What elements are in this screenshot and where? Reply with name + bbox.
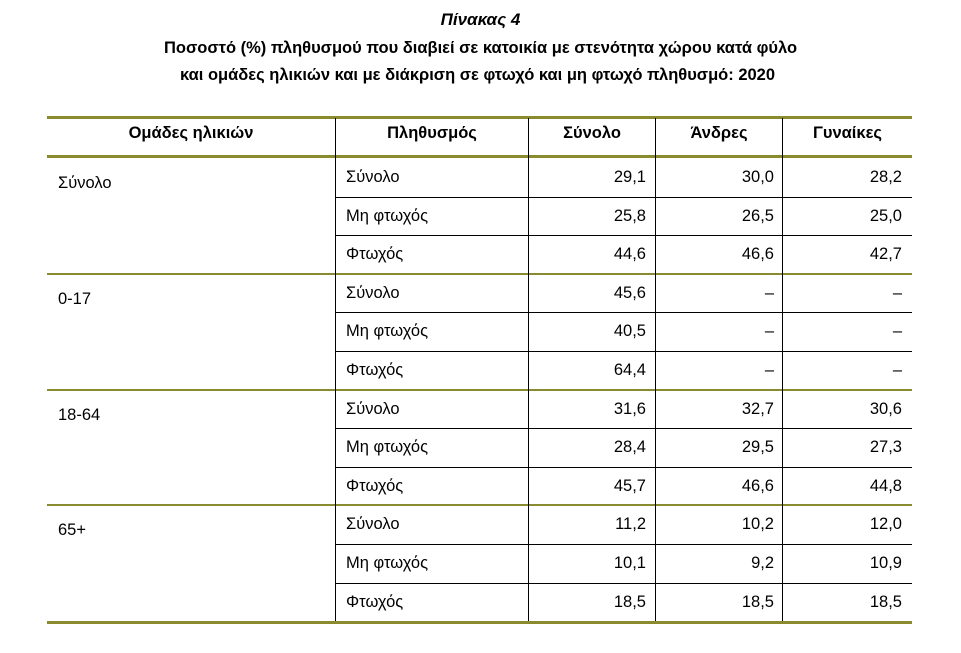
value-total: 18,5 <box>613 592 646 611</box>
value-total: 64,4 <box>613 361 646 379</box>
population-label: Μη φτωχός <box>346 554 429 572</box>
header-age-groups: Ομάδες ηλικιών <box>128 124 254 142</box>
table-bottom-rule <box>47 621 912 624</box>
value-women: – <box>892 283 902 302</box>
value-women: 30,6 <box>869 399 902 418</box>
value-men: – <box>764 283 774 302</box>
table-title: Πίνακας 4 <box>440 10 521 29</box>
age-group-label: Σύνολο <box>58 174 112 192</box>
population-label: Σύνολο <box>346 399 400 418</box>
value-total: 45,6 <box>613 283 646 302</box>
age-group-label: 18-64 <box>58 405 101 424</box>
value-men: – <box>764 322 774 341</box>
column-separator <box>782 118 783 621</box>
population-label: Σύνολο <box>346 168 400 186</box>
value-men: 10,2 <box>741 515 774 534</box>
table-subtitle-line2: και ομάδες ηλικιών και με διάκριση σε φτωχό και μη φτωχό πληθυσμό: 2020 <box>180 66 776 84</box>
value-total: 25,8 <box>613 206 646 225</box>
population-label: Φτωχός <box>346 361 404 379</box>
value-women: 25,0 <box>869 206 902 225</box>
value-men: 46,6 <box>741 476 774 495</box>
value-women: 10,9 <box>869 554 902 572</box>
value-total: 28,4 <box>613 438 646 457</box>
value-men: 26,5 <box>741 206 774 225</box>
population-label: Σύνολο <box>346 283 400 302</box>
population-label: Φτωχός <box>346 245 404 264</box>
population-label: Φτωχός <box>346 592 404 611</box>
value-men: – <box>764 361 774 379</box>
value-total: 29,1 <box>613 168 646 186</box>
value-women: 27,3 <box>869 438 902 457</box>
value-men: 9,2 <box>751 554 774 572</box>
value-women: 12,0 <box>869 515 902 534</box>
value-women: – <box>892 322 902 341</box>
value-men: 29,5 <box>741 438 774 457</box>
column-separator <box>528 118 529 621</box>
value-men: 46,6 <box>741 245 774 264</box>
column-separator <box>335 118 336 621</box>
value-total: 11,2 <box>615 515 646 534</box>
value-total: 40,5 <box>613 322 646 341</box>
population-label: Μη φτωχός <box>346 438 429 457</box>
value-women: 44,8 <box>869 476 902 495</box>
header-men: Άνδρες <box>690 124 748 142</box>
population-label: Μη φτωχός <box>346 206 429 225</box>
value-men: 32,7 <box>741 399 774 418</box>
value-total: 31,6 <box>613 399 646 418</box>
table-subtitle-line1: Ποσοστό (%) πληθυσμού που διαβιεί σε κατοικία με στενότητα χώρου κατά φύλο <box>163 39 798 57</box>
value-women: – <box>892 361 902 379</box>
age-group-label: 65+ <box>58 521 86 540</box>
value-men: 18,5 <box>741 592 774 611</box>
header-total: Σύνολο <box>563 124 621 142</box>
population-label: Φτωχός <box>346 476 404 495</box>
value-women: 28,2 <box>869 168 902 186</box>
value-total: 45,7 <box>613 476 646 495</box>
age-group-label: 0-17 <box>58 289 92 308</box>
value-women: 18,5 <box>869 592 902 611</box>
column-separator <box>655 118 656 621</box>
value-men: 30,0 <box>741 168 774 186</box>
value-total: 10,1 <box>613 554 646 572</box>
header-population: Πληθυσμός <box>387 124 477 142</box>
value-total: 44,6 <box>613 245 646 264</box>
value-women: 42,7 <box>869 245 902 264</box>
population-label: Μη φτωχός <box>346 322 429 341</box>
population-label: Σύνολο <box>346 515 400 534</box>
header-women: Γυναίκες <box>812 124 883 142</box>
